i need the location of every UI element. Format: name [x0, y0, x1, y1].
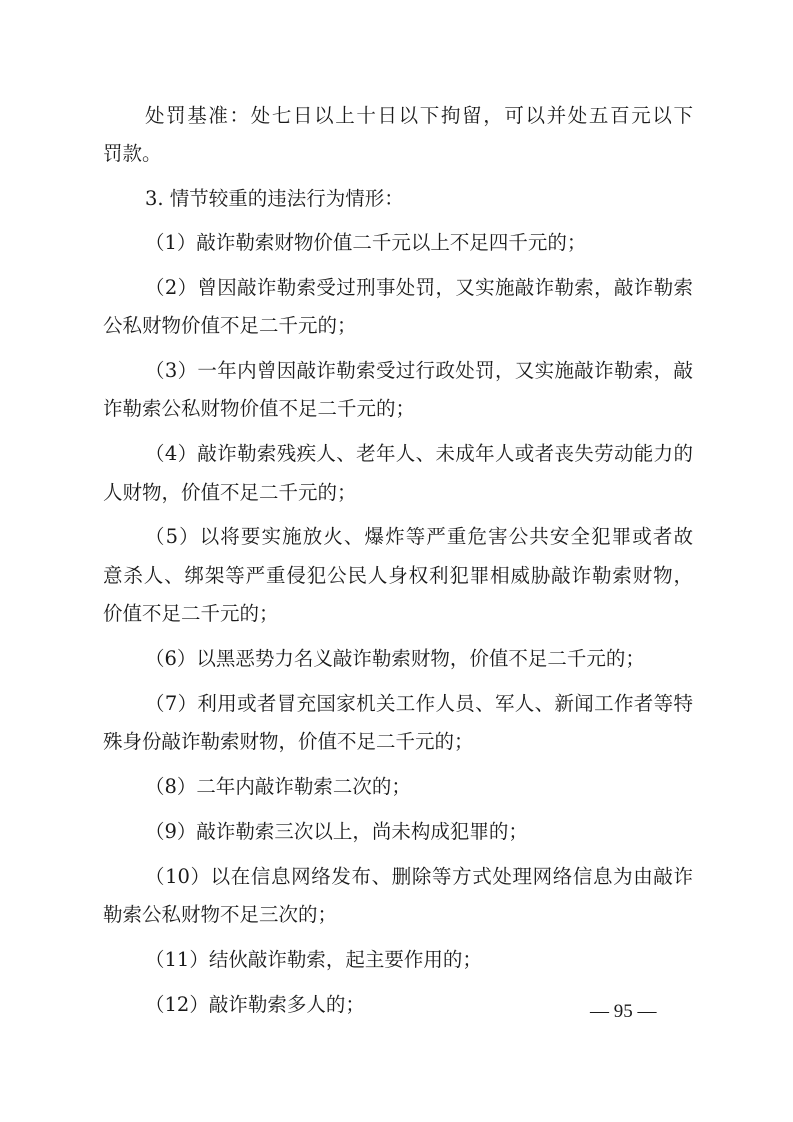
list-item-7: （7）利用或者冒充国家机关工作人员、军人、新闻工作者等特: [145, 692, 693, 715]
list-item-12: （12）敲诈勒索多人的；: [145, 993, 365, 1016]
list-item-7-cont: 殊身份敲诈勒索财物，价值不足二千元的；: [103, 730, 474, 753]
list-item-3: （3）一年内曾因敲诈勒索受过行政处罚，又实施敲诈勒索，敲: [145, 359, 693, 382]
list-item-5-cont2: 价值不足二千元的；: [103, 602, 279, 625]
list-item-4-cont: 人财物，价值不足二千元的；: [103, 481, 357, 504]
list-item-10: （10）以在信息网络发布、删除等方式处理网络信息为由敲诈: [145, 865, 693, 888]
list-item-2-cont: 公私财物价值不足二千元的；: [103, 314, 357, 337]
paragraph-penalty-standard: 处罚基准：处七日以上十日以下拘留，可以并处五百元以下: [145, 104, 693, 127]
page-number: — 95 —: [590, 1001, 657, 1022]
section-heading-serious-cases: 3. 情节较重的违法行为情形：: [145, 187, 404, 210]
list-item-6: （6）以黑恶势力名义敲诈勒索财物，价值不足二千元的；: [145, 647, 645, 670]
list-item-11: （11）结伙敲诈勒索，起主要作用的；: [145, 948, 482, 971]
list-item-5-cont: 意杀人、绑架等严重侵犯公民人身权利犯罪相威胁敲诈勒索财物，: [103, 564, 693, 587]
list-item-2: （2）曾因敲诈勒索受过刑事处罚，又实施敲诈勒索，敲诈勒索: [145, 276, 693, 299]
list-item-10-cont: 勒索公私财物不足三次的；: [103, 903, 338, 926]
list-item-8: （8）二年内敲诈勒索二次的；: [145, 775, 411, 798]
list-item-5: （5）以将要实施放火、爆炸等严重危害公共安全犯罪或者故: [145, 525, 693, 548]
list-item-4: （4）敲诈勒索残疾人、老年人、未成年人或者丧失劳动能力的: [145, 442, 693, 465]
list-item-1: （1）敲诈勒索财物价值二千元以上不足四千元的；: [145, 231, 587, 254]
paragraph-penalty-standard-cont: 罚款。: [103, 142, 162, 165]
list-item-9: （9）敲诈勒索三次以上，尚未构成犯罪的；: [145, 820, 528, 843]
list-item-3-cont: 诈勒索公私财物价值不足二千元的；: [103, 397, 416, 420]
